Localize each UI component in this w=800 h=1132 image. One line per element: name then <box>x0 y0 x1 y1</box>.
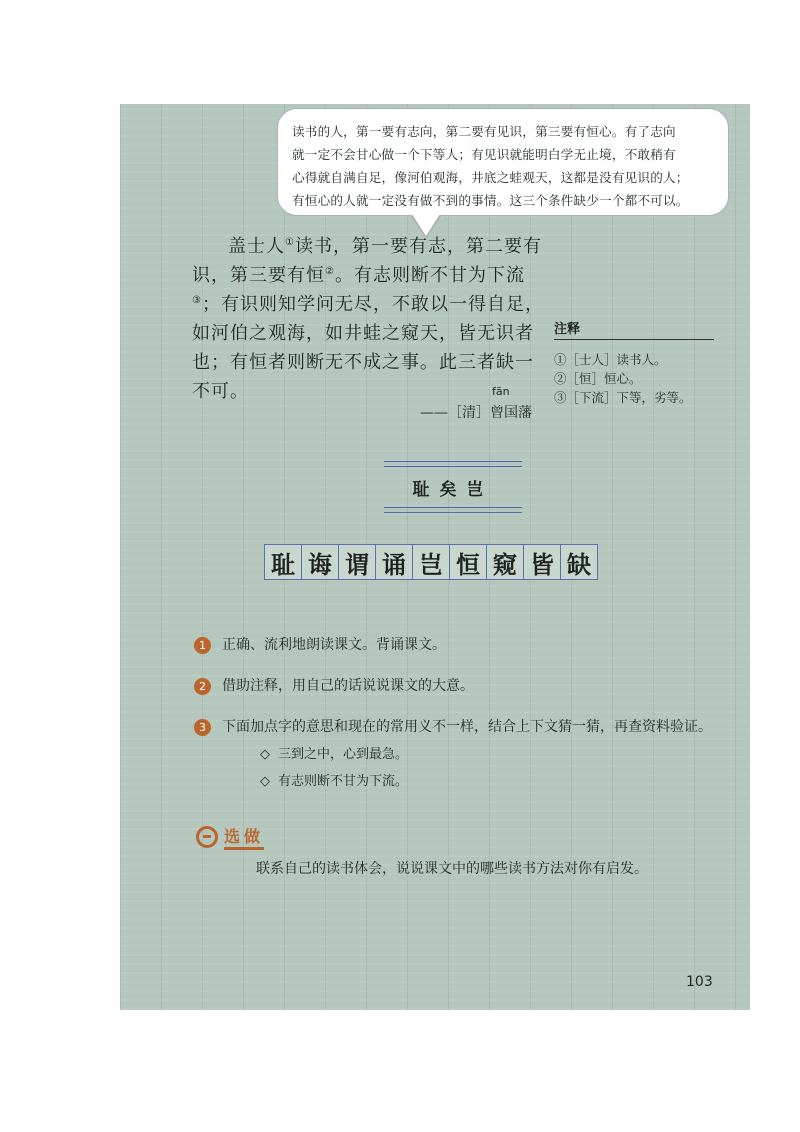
note-marker: ① <box>285 237 295 248</box>
write-characters: 耻矣岂 <box>412 479 494 500</box>
new-characters-row <box>264 544 597 580</box>
notes-rule <box>554 339 714 340</box>
character-cell: 窥 <box>486 544 524 580</box>
exercise-number-badge: 2 <box>194 678 211 695</box>
classical-passage <box>192 232 544 406</box>
exercise-subitem-text: 三到之中，心到最急。 <box>278 747 409 762</box>
optional-label: 选做 <box>224 824 264 850</box>
optional-section <box>196 824 264 850</box>
note-marker: ② <box>325 266 335 277</box>
optional-text: 联系自己的读书体会，说说课文中的哪些读书方法对你有启发。 <box>256 861 648 877</box>
notes-panel <box>554 318 724 407</box>
notes-heading: 注释 <box>554 322 581 337</box>
textbook-page <box>120 104 750 1010</box>
diamond-icon: ◇ <box>260 747 270 762</box>
note-item: ②［恒］恒心。 <box>554 371 642 386</box>
character-cell: 诲 <box>301 544 339 580</box>
exercise-number-badge: 3 <box>194 719 211 736</box>
exercise-item <box>194 713 724 795</box>
character-cell: 耻 <box>264 544 302 580</box>
character-cell: 谓 <box>338 544 376 580</box>
passage-text: 盖士人 <box>228 236 285 257</box>
exercise-text: 下面加点字的意思和现在的常用义不一样，结合上下文猜一猜，再查资料验证。 <box>222 719 712 735</box>
passage-text: 读书，第一要有志，第二要有识，第三要有恒 <box>192 236 542 286</box>
character-cell: 岂 <box>412 544 450 580</box>
character-cell: 皆 <box>523 544 561 580</box>
exercise-subitem <box>222 741 724 768</box>
diamond-icon: ◇ <box>260 774 270 789</box>
passage-text: 。有志则断不甘为下流 <box>334 265 525 286</box>
character-cell: 诵 <box>375 544 413 580</box>
exercise-text: 借助注释，用自己的话说说课文的大意。 <box>222 678 474 694</box>
optional-icon <box>196 826 218 848</box>
speech-line: 读书的人，第一要有志向，第二要有见识，第三要有恒心。有了志向 <box>292 124 676 139</box>
note-marker: ③ <box>192 295 202 306</box>
note-item: ①［士人］读书人。 <box>554 352 667 367</box>
speech-line: 有恒心的人就一定没有做不到的事情。这三个条件缺少一个都不可以。 <box>292 193 689 208</box>
exercise-list <box>194 631 724 808</box>
note-item: ③［下流］下等，劣等。 <box>554 390 692 405</box>
exercise-item <box>194 672 724 700</box>
exercise-number-badge: 1 <box>194 637 211 654</box>
passage-text: ；有识则知学问无尽，不敢以一得自足，如河伯之观海，如井蛙之窥天，皆无识者也；有恒者则断无不成之事。此三者缺一不可。 <box>192 294 544 402</box>
character-cell: 缺 <box>560 544 598 580</box>
exercise-subitem <box>222 768 724 795</box>
exercise-item <box>194 631 724 659</box>
speech-line: 就一定不会甘心做一个下等人；有见识就能明白学无止境，不敢稍有 <box>292 147 676 162</box>
exercise-text: 正确、流利地朗读课文。背诵课文。 <box>222 637 446 653</box>
character-cell: 恒 <box>449 544 487 580</box>
speech-line: 心得就自满自足，像河伯观海，井底之蛙观天，这都是没有见识的人； <box>292 170 689 185</box>
passage-source: ——［清］曾国藩 <box>420 405 532 421</box>
pinyin-annotation: fān <box>492 385 510 398</box>
exercise-subitem-text: 有志则断不甘为下流。 <box>278 774 409 789</box>
page-number: 103 <box>686 974 713 990</box>
write-characters-box <box>384 466 522 508</box>
speech-bubble <box>277 108 729 216</box>
